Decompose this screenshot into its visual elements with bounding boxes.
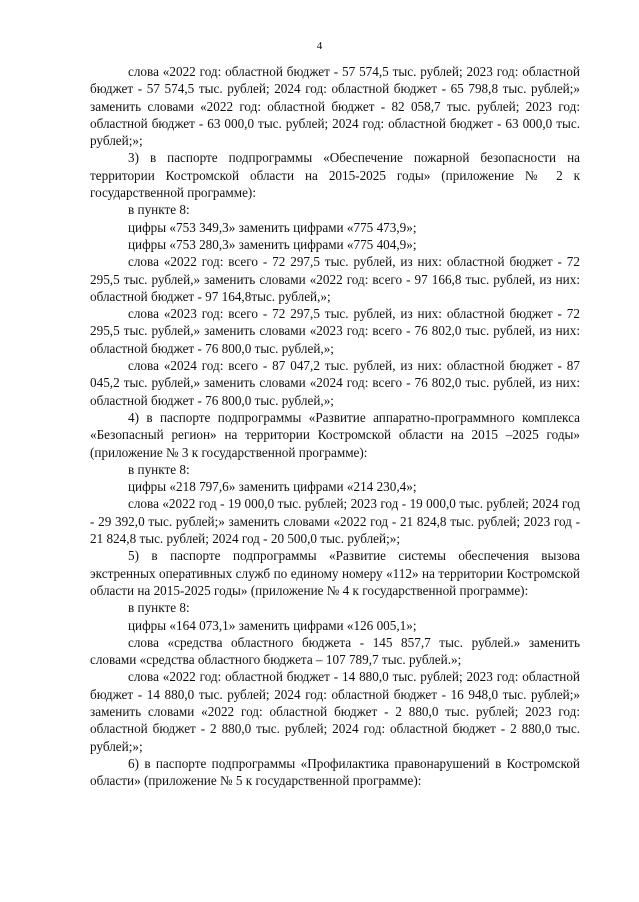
paragraph: в пункте 8: [128, 461, 190, 477]
document-body [90, 63, 580, 789]
paragraph: 3) в паспорте подпрограммы «Обеспечение пожарной безопасности на территории Костромской области на 2015-2025 годы» (приложение № 2 к государственной программе): [90, 150, 580, 201]
paragraph: слова «2022 год: областной бюджет - 57 574,5 тыс. рублей; 2023 год: областной бюджет - 57 574,5 тыс. рублей; 2024 год: областной бюджет - 65 798,8 тыс. рублей;» заменить словами «2022 год: областной бюджет - 82 058,7 тыс. рублей; 2023 год: областной бюджет - 63 000,0 тыс. рублей; 2024 год: областной бюджет - 63 000,0 тыс. рублей;»; [90, 64, 580, 149]
page-number: 4 [316, 40, 323, 52]
paragraph: 5) в паспорте подпрограммы «Развитие системы обеспечения вызова экстренных оперативных служб по единому номеру «112» на территории Костромской области на 2015-2025 годы» (приложение № 4 к государственной программе): [90, 548, 580, 598]
paragraph: слова «2022 год - 19 000,0 тыс. рублей; 2023 год - 19 000,0 тыс. рублей; 2024 год - 29 392,0 тыс. рублей;» заменить словами «2022 год - 21 824,8 тыс. рублей; 2023 год - 21 824,8 тыс. рублей; 2024 год - 20 500,0 тыс. рублей;»; [90, 496, 580, 547]
paragraph: цифры «753 349,3» заменить цифрами «775 473,9»; [128, 219, 417, 235]
paragraph: цифры «753 280,3» заменить цифрами «775 404,9»; [128, 236, 417, 252]
paragraph: в пункте 8: [128, 202, 190, 218]
paragraph: 6) в паспорте подпрограммы «Профилактика правонарушений в Костромской области» (приложение № 5 к государственной программе): [90, 755, 580, 789]
paragraph: слова «2023 год: всего - 72 297,5 тыс. рублей, из них: областной бюджет - 72 295,5 тыс. рублей,» заменить словами «2023 год: всего - 76 802,0 тыс. рублей, из них: областной бюджет - 76 800,0 тыс. рублей,»; [90, 306, 580, 356]
paragraph: слова «средства областного бюджета - 145 857,7 тыс. рублей.» заменить словами «средства областного бюджета – 107 789,7 тыс. рублей.»; [90, 634, 580, 668]
paragraph: слова «2024 год: всего - 87 047,2 тыс. рублей, из них: областной бюджет - 87 045,2 тыс. рублей,» заменить словами «2024 год: всего - 76 802,0 тыс. рублей, из них: областной бюджет - 76 800,0 тыс. рублей,»; [90, 358, 580, 408]
paragraph: слова «2022 год: областной бюджет - 14 880,0 тыс. рублей; 2023 год: областной бюджет - 14 880,0 тыс. рублей; 2024 год: областной бюджет - 16 948,0 тыс. рублей;» заменить словами «2022 год: областной бюджет - 2 880,0 тыс. рублей; 2023 год: областной бюджет - 2 880,0 тыс. рублей; 2024 год: областной бюджет - 2 880,0 тыс. рублей;»; [90, 669, 580, 754]
paragraph: слова «2022 год: всего - 72 297,5 тыс. рублей, из них: областной бюджет - 72 295,5 тыс. рублей,» заменить словами «2022 год: всего - 97 166,8 тыс. рублей, из них: областной бюджет - 97 164,8тыс. рублей,»; [90, 254, 580, 304]
paragraph: в пункте 8: [128, 600, 190, 616]
paragraph: цифры «164 073,1» заменить цифрами «126 005,1»; [128, 617, 417, 633]
paragraph: цифры «218 797,6» заменить цифрами «214 230,4»; [128, 479, 417, 495]
paragraph: 4) в паспорте подпрограммы «Развитие аппаратно-программного комплекса «Безопасный регион» на территории Костромской области на 2015 –2025 годы» (приложение № 3 к государственной программе): [90, 409, 580, 460]
